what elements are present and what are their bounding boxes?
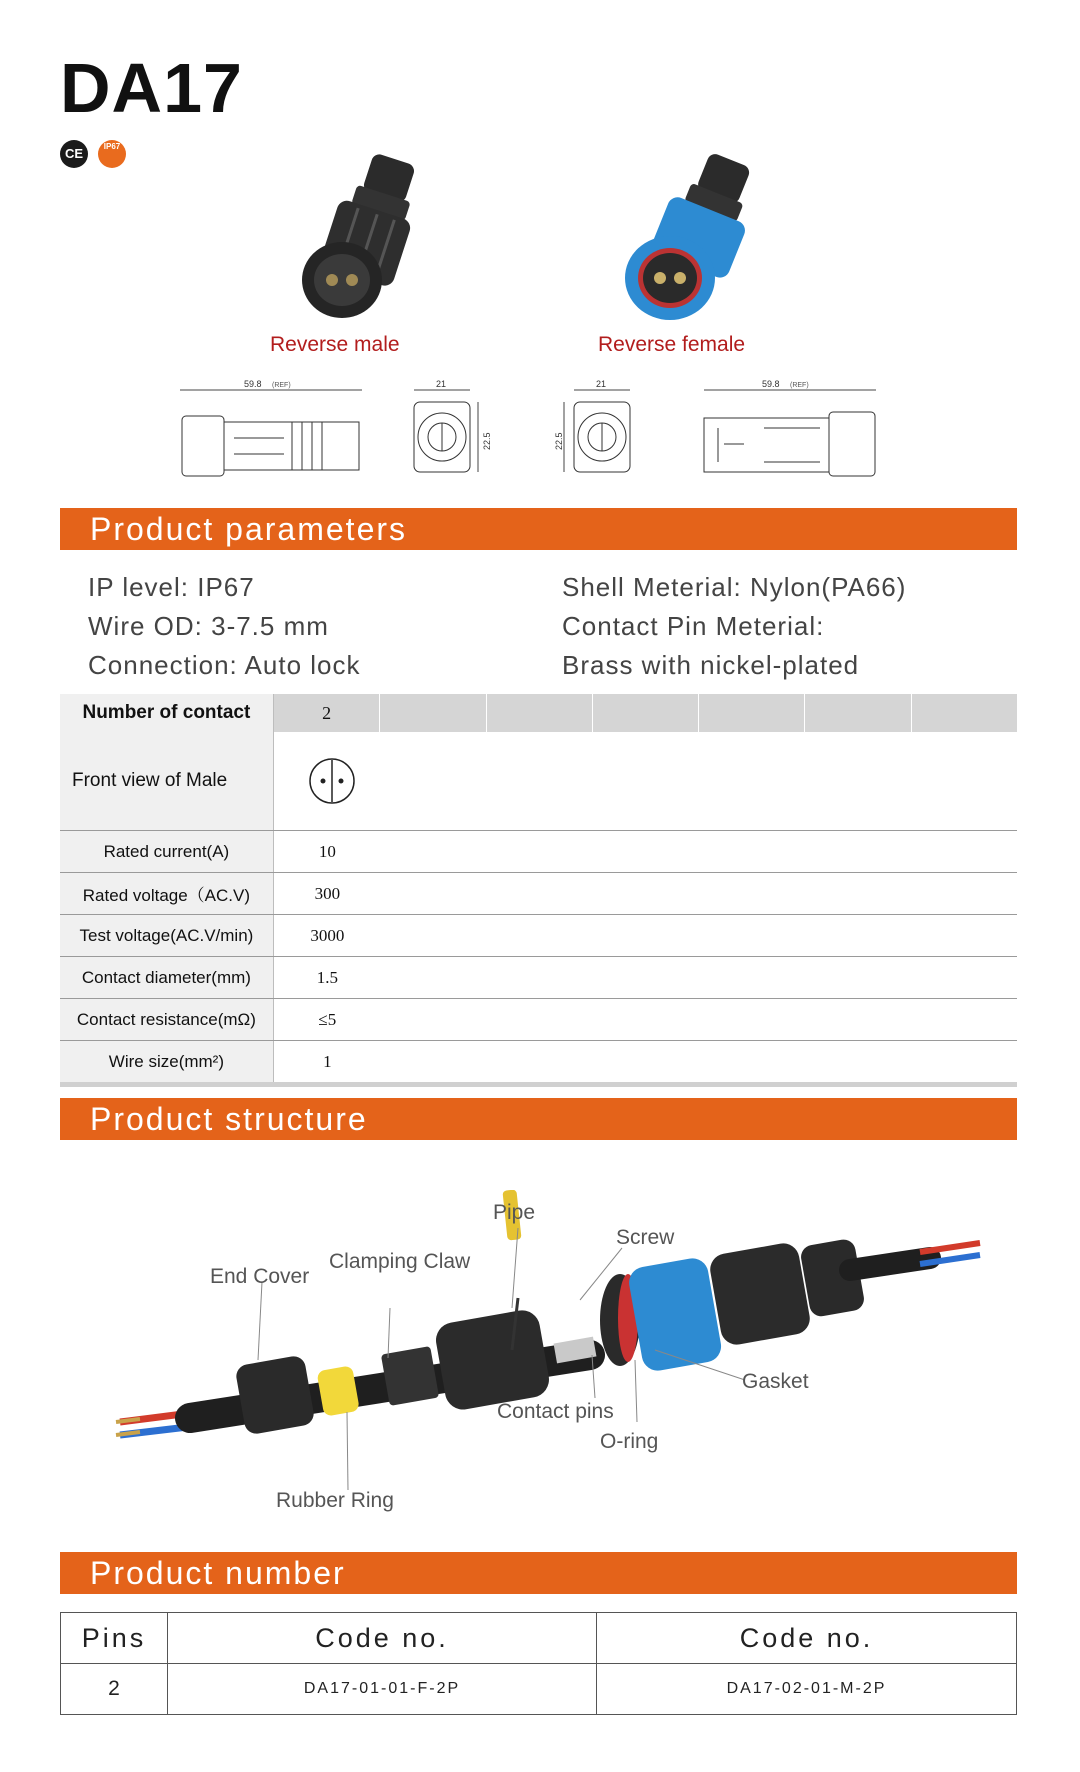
product-title: DA17 — [60, 49, 243, 127]
label-screw: Screw — [616, 1226, 675, 1249]
row-value: 1.5 — [316, 967, 338, 987]
label-contact-pins: Contact pins — [497, 1400, 614, 1423]
row-label: Test voltage(AC.V/min) — [60, 915, 273, 957]
empty-column — [911, 694, 1017, 732]
label-clamping-claw: Clamping Claw — [329, 1250, 471, 1273]
table-row — [61, 1664, 1017, 1715]
ip67-badge-icon: IP67 — [98, 140, 126, 168]
row-value: 3000 — [310, 925, 345, 945]
reverse-female-photo — [620, 150, 760, 320]
empty-column — [805, 694, 911, 732]
table-row — [60, 999, 1017, 1041]
table-row — [60, 873, 1017, 915]
row-value-cell — [273, 1041, 1017, 1085]
reverse-male-label: Reverse male — [270, 333, 400, 356]
pins-value: 2 — [61, 1664, 168, 1715]
row-label: Contact diameter(mm) — [60, 957, 273, 999]
front-view-row — [60, 732, 1017, 831]
contact-count-value: 2 — [273, 694, 380, 732]
male-pin-layout-icon — [275, 751, 385, 811]
parameters-heading: Product parameters — [90, 511, 408, 547]
label-pipe: Pipe — [493, 1201, 536, 1224]
product-number-table — [60, 1612, 1017, 1715]
label-gasket: Gasket — [742, 1370, 809, 1393]
reverse-female-label: Reverse female — [598, 333, 746, 356]
empty-column — [486, 694, 592, 732]
row-label: Contact resistance(mΩ) — [60, 999, 273, 1041]
number-banner — [60, 1552, 1017, 1594]
ce-mark-icon: CE — [60, 140, 88, 168]
structure-heading: Product structure — [90, 1101, 368, 1137]
row-value: 1 — [323, 1051, 332, 1071]
label-end-cover: End Cover — [210, 1265, 310, 1288]
front-view-label: Front view of Male — [60, 732, 273, 831]
pins-header: Pins — [61, 1613, 168, 1664]
table-row — [60, 831, 1017, 873]
row-value: ≤5 — [318, 1009, 337, 1029]
width-dimension: 21 — [436, 379, 447, 389]
height-dimension: 22.5 — [482, 432, 492, 450]
code-header-female: Code no. — [168, 1613, 597, 1664]
height-dimension-2: 22.5 — [554, 432, 564, 450]
shell-material: Shell Meterial: Nylon(PA66) — [562, 572, 907, 602]
table-row — [60, 1041, 1017, 1085]
row-label: Wire size(mm²) — [60, 1041, 273, 1085]
male-front-drawing — [406, 378, 496, 488]
row-value-cell — [273, 873, 1017, 915]
contact-pin-material: Contact Pin Meterial: — [562, 611, 825, 641]
empty-column — [592, 694, 698, 732]
empty-column — [699, 694, 805, 732]
exploded-structure-diagram — [100, 1190, 1000, 1490]
wire-od: Wire OD: 3-7.5 mm — [88, 611, 329, 641]
row-label: Rated voltage（AC.V) — [60, 873, 273, 915]
row-label: Rated current(A) — [60, 831, 273, 873]
structure-banner — [60, 1098, 1017, 1140]
reverse-male-photo — [290, 150, 430, 320]
female-front-drawing — [550, 378, 640, 488]
row-value: 300 — [314, 883, 341, 903]
row-value-cell — [273, 957, 1017, 999]
female-side-drawing — [694, 378, 894, 488]
table-row — [60, 915, 1017, 957]
row-value-cell — [273, 999, 1017, 1041]
row-value: 10 — [318, 841, 336, 861]
contact-count-label: Number of contact — [60, 694, 273, 732]
spec-table — [60, 694, 1017, 1087]
male-side-drawing — [172, 378, 372, 488]
empty-column — [380, 694, 486, 732]
female-code: DA17-01-01-F-2P — [168, 1664, 597, 1715]
length-dimension-2: 59.8 — [762, 379, 780, 389]
product-number-header-row — [61, 1613, 1017, 1664]
code-header-male: Code no. — [597, 1613, 1017, 1664]
number-heading: Product number — [90, 1555, 346, 1591]
table-row — [60, 957, 1017, 999]
contact-pin-material-detail: Brass with nickel-plated — [562, 650, 860, 680]
row-value-cell — [273, 831, 1017, 873]
parameters-banner — [60, 508, 1017, 550]
label-rubber-ring: Rubber Ring — [276, 1489, 394, 1512]
label-o-ring: O-ring — [600, 1430, 659, 1453]
width-dimension-2: 21 — [596, 379, 607, 389]
ref-note-2: (REF) — [790, 382, 809, 389]
male-code: DA17-02-01-M-2P — [597, 1664, 1017, 1715]
front-view-cell — [273, 732, 1017, 831]
row-value-cell — [273, 915, 1017, 957]
spec-header-row — [60, 694, 1017, 732]
ref-note: (REF) — [272, 382, 291, 389]
connection: Connection: Auto lock — [88, 650, 361, 680]
length-dimension: 59.8 — [244, 379, 262, 389]
ip-level: IP level: IP67 — [88, 572, 255, 602]
